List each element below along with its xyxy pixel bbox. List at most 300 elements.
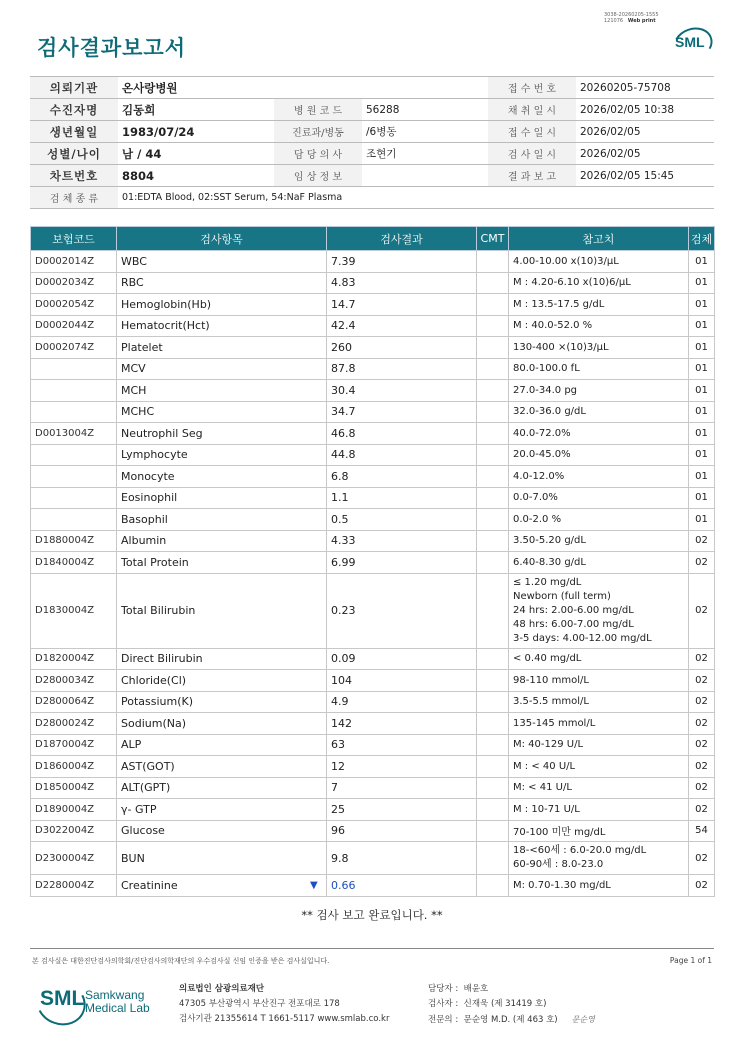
table-row [31, 337, 715, 359]
specimen-code: 01 [689, 380, 715, 402]
info-value: 1983/07/24 [118, 121, 274, 143]
test-item: Total Bilirubin [117, 573, 327, 648]
cmt-cell [477, 315, 509, 337]
cmt-cell [477, 777, 509, 799]
result-value: 6.99 [331, 555, 356, 569]
info-label: 접 수 일 시 [488, 121, 576, 143]
table-row [31, 251, 715, 273]
table-row [31, 294, 715, 316]
reference-line: 3-5 days: 4.00-12.00 mg/dL [513, 632, 652, 644]
specimen-code: 02 [689, 842, 715, 875]
insurance-code: D2800064Z [31, 691, 117, 713]
org-address: 47305 부산광역시 부산진구 전포대로 178 [179, 999, 340, 1009]
result-value: 96 [331, 824, 345, 838]
insurance-code: D3022004Z [31, 820, 117, 842]
cmt-cell [477, 487, 509, 509]
insurance-code [31, 509, 117, 531]
test-result [310, 875, 477, 897]
cmt-cell [477, 552, 509, 574]
info-row [30, 165, 714, 187]
reference-range [509, 530, 689, 552]
test-item: Sodium(Na) [117, 713, 327, 735]
table-row [31, 423, 715, 445]
insurance-code: D0002044Z [31, 315, 117, 337]
insurance-code: D0002074Z [31, 337, 117, 359]
cmt-cell [477, 875, 509, 897]
column-header: 검사항목 [117, 227, 327, 251]
reference-line: 18-<60세 : 6.0-20.0 mg/dL [513, 845, 647, 856]
staff-label: 전문의 : [428, 1015, 459, 1025]
reference-line: 20.0-45.0% [513, 449, 571, 461]
info-row [30, 77, 714, 99]
reference-line: M : 10-71 U/L [513, 803, 580, 815]
staff-name: 배윤호 [463, 984, 489, 994]
specimen-code: 01 [689, 487, 715, 509]
reference-range [509, 272, 689, 294]
column-header: 검사결과 [327, 227, 477, 251]
result-value: 260 [331, 340, 352, 354]
test-result [327, 315, 477, 337]
test-item: WBC [117, 251, 327, 273]
reference-line: 0.0-7.0% [513, 492, 558, 504]
test-result [327, 358, 477, 380]
result-value: 87.8 [331, 362, 356, 376]
info-value: 56288 [362, 99, 488, 121]
test-result [327, 820, 477, 842]
specimen-code: 01 [689, 401, 715, 423]
reference-range [509, 466, 689, 488]
result-value: 0.5 [331, 512, 349, 526]
info-value: 8804 [118, 165, 274, 187]
signature: 문순영 [571, 1015, 595, 1024]
test-item: RBC [117, 272, 327, 294]
test-result [327, 552, 477, 574]
cmt-cell [477, 713, 509, 735]
result-value: 0.23 [331, 604, 356, 617]
test-item: MCH [117, 380, 327, 402]
insurance-code: D1850004Z [31, 777, 117, 799]
reference-range [509, 423, 689, 445]
test-result [327, 756, 477, 778]
specimen-code: 02 [689, 648, 715, 670]
insurance-code: D0002054Z [31, 294, 117, 316]
test-result [327, 337, 477, 359]
result-value: 30.4 [331, 383, 356, 397]
table-row [31, 573, 715, 648]
report-title: 검사결과보고서 [37, 36, 187, 60]
reference-line: M: 40-129 U/L [513, 739, 584, 751]
specimen-code: 01 [689, 423, 715, 445]
specimen-code: 01 [689, 251, 715, 273]
result-value: 4.83 [331, 276, 356, 290]
test-result [327, 444, 477, 466]
result-value: 14.7 [331, 297, 356, 311]
specimen-code: 01 [689, 444, 715, 466]
table-row [31, 444, 715, 466]
info-value [362, 165, 488, 187]
table-row [31, 487, 715, 509]
info-label: 병 원 코 드 [274, 99, 362, 121]
test-item: Total Protein [117, 552, 327, 574]
reference-range [509, 552, 689, 574]
reference-range [509, 670, 689, 692]
test-item: Eosinophil [117, 487, 327, 509]
cmt-cell [477, 423, 509, 445]
reference-range [509, 842, 689, 875]
info-label: 수진자명 [30, 99, 118, 121]
report-complete-text: ** 검사 보고 완료입니다. ** [301, 908, 443, 922]
staff-label: 검사자 : [428, 999, 459, 1009]
test-item: Lymphocyte [117, 444, 327, 466]
staff-info [428, 982, 595, 1028]
test-item: ALT(GPT) [117, 777, 327, 799]
info-label: 결 과 보 고 [488, 165, 576, 187]
table-row [31, 713, 715, 735]
reference-line: M: < 41 U/L [513, 782, 572, 794]
specimen-code: 01 [689, 337, 715, 359]
insurance-code [31, 466, 117, 488]
test-item: BUN [117, 842, 327, 875]
info-row [30, 99, 714, 121]
info-value: 01:EDTA Blood, 02:SST Serum, 54:NaF Plasma [118, 187, 714, 209]
specimen-code: 01 [689, 466, 715, 488]
column-header: CMT [477, 227, 509, 251]
specimen-code: 54 [689, 820, 715, 842]
reference-range [509, 756, 689, 778]
table-row [31, 842, 715, 875]
test-item: γ- GTP [117, 799, 327, 821]
web-print-label: Web print [627, 18, 656, 24]
reference-range [509, 315, 689, 337]
reference-line: 40.0-72.0% [513, 427, 571, 439]
org-name: 의료법인 삼광의료재단 [179, 984, 265, 994]
reference-range [509, 875, 689, 897]
result-value: 25 [331, 802, 345, 816]
test-item: Platelet [117, 337, 327, 359]
footer-divider [30, 948, 714, 949]
test-item: Glucose [117, 820, 327, 842]
insurance-code: D0002034Z [31, 272, 117, 294]
result-value: 63 [331, 738, 345, 752]
test-result [327, 251, 477, 273]
reference-range [509, 799, 689, 821]
specimen-code: 02 [689, 777, 715, 799]
page-number: Page 1 of 1 [669, 956, 712, 965]
test-item: Direct Bilirubin [117, 648, 327, 670]
cmt-cell [477, 401, 509, 423]
test-result [327, 842, 477, 875]
info-label: 검 사 일 시 [488, 143, 576, 165]
reference-range [509, 691, 689, 713]
table-row [31, 670, 715, 692]
insurance-code: D2280004Z [31, 875, 117, 897]
test-item: MCV [117, 358, 327, 380]
reference-range [509, 401, 689, 423]
reference-line: 135-145 mmol/L [513, 717, 596, 729]
logo-name-line1: Samkwang [85, 988, 145, 1002]
insurance-code: D1820004Z [31, 648, 117, 670]
reference-line: M : 40.0-52.0 % [513, 320, 593, 332]
results-header-row [31, 227, 715, 251]
column-header: 검체 [689, 227, 715, 251]
print-code-line2: 121076 [604, 18, 624, 24]
info-label: 검 체 종 류 [30, 187, 118, 209]
info-label: 성별/나이 [30, 143, 118, 165]
insurance-code: D0013004Z [31, 423, 117, 445]
patient-info-table [30, 76, 714, 209]
specimen-code: 02 [689, 691, 715, 713]
insurance-code [31, 487, 117, 509]
info-row [30, 121, 714, 143]
info-label: 채 취 일 시 [488, 99, 576, 121]
insurance-code [31, 444, 117, 466]
info-label: 진료과/병동 [274, 121, 362, 143]
print-code-line1: 3038-20260205-1555 [604, 12, 659, 18]
table-row [31, 648, 715, 670]
test-item: Monocyte [117, 466, 327, 488]
cmt-cell [477, 648, 509, 670]
results-table [30, 226, 715, 897]
sml-logo-bottom [38, 985, 158, 1025]
test-result [327, 734, 477, 756]
reference-line: 4.00-10.00 x(10)3/μL [513, 255, 619, 267]
reference-range [509, 648, 689, 670]
insurance-code: D1890004Z [31, 799, 117, 821]
cmt-cell [477, 734, 509, 756]
cmt-cell [477, 530, 509, 552]
cmt-cell [477, 272, 509, 294]
info-value: 온사랑병원 [118, 77, 362, 99]
reference-range [509, 777, 689, 799]
info-value: 20260205-75708 [576, 77, 714, 99]
test-item: Neutrophil Seg [117, 423, 327, 445]
reference-range [509, 487, 689, 509]
reference-range [509, 820, 689, 842]
test-item: Chloride(Cl) [117, 670, 327, 692]
test-item: AST(GOT) [117, 756, 327, 778]
reference-line: 32.0-36.0 g/dL [513, 406, 586, 418]
insurance-code: D1840004Z [31, 552, 117, 574]
logo-sml: SML [40, 987, 85, 1010]
info-value: 조현기 [362, 143, 488, 165]
reference-range [509, 337, 689, 359]
info-row [30, 187, 714, 209]
cmt-cell [477, 251, 509, 273]
test-item: Albumin [117, 530, 327, 552]
test-result [327, 380, 477, 402]
cmt-cell [477, 509, 509, 531]
reference-line: ≤ 1.20 mg/dL [513, 576, 582, 588]
result-value: 4.9 [331, 695, 349, 709]
test-result [327, 799, 477, 821]
test-item: Hemoglobin(Hb) [117, 294, 327, 316]
test-result [327, 423, 477, 445]
cmt-cell [477, 380, 509, 402]
test-result [327, 509, 477, 531]
insurance-code [31, 380, 117, 402]
result-value: 7 [331, 781, 338, 795]
table-row [31, 691, 715, 713]
cmt-cell [477, 842, 509, 875]
cmt-cell [477, 573, 509, 648]
table-row [31, 756, 715, 778]
test-result [327, 294, 477, 316]
info-row [30, 143, 714, 165]
reference-line: 48 hrs: 6.00-7.00 mg/dL [513, 618, 634, 630]
result-value: 104 [331, 673, 352, 687]
table-row [31, 509, 715, 531]
reference-range [509, 509, 689, 531]
insurance-code: D1860004Z [31, 756, 117, 778]
result-value: 4.33 [331, 534, 356, 548]
reference-line: 70-100 미만 mg/dL [513, 827, 606, 839]
test-item: ALP [117, 734, 327, 756]
result-value: 142 [331, 716, 352, 730]
info-value: 김동희 [118, 99, 274, 121]
insurance-code: D1870004Z [31, 734, 117, 756]
info-value: 2026/02/05 15:45 [576, 165, 714, 187]
reference-range [509, 380, 689, 402]
result-value: 7.39 [331, 254, 356, 268]
cmt-cell [477, 820, 509, 842]
test-result [327, 530, 477, 552]
result-value: 44.8 [331, 448, 356, 462]
table-row [31, 820, 715, 842]
result-value: 46.8 [331, 426, 356, 440]
test-item: Potassium(K) [117, 691, 327, 713]
insurance-code: D2300004Z [31, 842, 117, 875]
specimen-code: 02 [689, 756, 715, 778]
info-value: 2026/02/05 10:38 [576, 99, 714, 121]
certification-text: 본 검사실은 대한진단검사의학회/진단검사의학재단의 우수검사실 신임 인증을 받은 검사실입니다. [32, 957, 330, 965]
info-value: /6병동 [362, 121, 488, 143]
reference-range [509, 294, 689, 316]
cmt-cell [477, 294, 509, 316]
cmt-cell [477, 670, 509, 692]
reference-line: 3.5-5.5 mmol/L [513, 696, 589, 708]
result-value: 0.09 [331, 652, 356, 666]
staff-label: 담당자 : [428, 984, 459, 994]
table-row [31, 358, 715, 380]
reference-line: Newborn (full term) [513, 590, 611, 602]
cmt-cell [477, 799, 509, 821]
reference-line: M: 0.70-1.30 mg/dL [513, 879, 611, 891]
reference-range [509, 444, 689, 466]
insurance-code: D0002014Z [31, 251, 117, 273]
test-result [327, 272, 477, 294]
sml-logo-top [673, 28, 711, 58]
result-value: 9.8 [331, 851, 349, 865]
info-value: 2026/02/05 [576, 143, 714, 165]
low-flag-icon: ▼ [310, 880, 318, 891]
results-body [31, 251, 715, 897]
test-result [327, 573, 477, 648]
test-result [327, 401, 477, 423]
reference-line: 24 hrs: 2.00-6.00 mg/dL [513, 604, 634, 616]
table-row [31, 530, 715, 552]
info-label: 차트번호 [30, 165, 118, 187]
reference-line: 130-400 ×(10)3/μL [513, 341, 609, 353]
test-item: Creatinine [117, 875, 327, 897]
table-row [31, 401, 715, 423]
column-header: 참고치 [509, 227, 689, 251]
insurance-code: D1880004Z [31, 530, 117, 552]
logo-name [85, 989, 150, 1015]
reference-range [509, 713, 689, 735]
result-value: 42.4 [331, 319, 356, 333]
specimen-code: 02 [689, 799, 715, 821]
test-result [327, 713, 477, 735]
reference-range [509, 251, 689, 273]
column-header: 보험코드 [31, 227, 117, 251]
test-result [327, 487, 477, 509]
info-value: 남 / 44 [118, 143, 274, 165]
reference-line: 27.0-34.0 pg [513, 384, 578, 396]
result-value: 34.7 [331, 405, 356, 419]
cmt-cell [477, 444, 509, 466]
reference-range [509, 358, 689, 380]
table-row [31, 272, 715, 294]
staff-name: 신재욱 (제 31419 호) [463, 999, 547, 1009]
insurance-code: D1830004Z [31, 573, 117, 648]
specimen-code: 02 [689, 530, 715, 552]
reference-line: 98-110 mmol/L [513, 674, 589, 686]
org-contact: 검사기관 21355614 T 1661-5117 www.smlab.co.kr [179, 1014, 390, 1024]
test-result [327, 648, 477, 670]
table-row [31, 315, 715, 337]
cmt-cell [477, 691, 509, 713]
specimen-code: 01 [689, 272, 715, 294]
test-item: MCHC [117, 401, 327, 423]
specimen-code: 01 [689, 294, 715, 316]
result-value: 12 [331, 759, 345, 773]
table-row [31, 777, 715, 799]
test-result [327, 466, 477, 488]
print-code [604, 12, 694, 24]
cmt-cell [477, 337, 509, 359]
specimen-code: 02 [689, 670, 715, 692]
info-label: 임 상 정 보 [274, 165, 362, 187]
specimen-code: 01 [689, 315, 715, 337]
result-value: 0.66 [331, 878, 356, 892]
reference-range [509, 734, 689, 756]
info-label: 생년월일 [30, 121, 118, 143]
reference-line: M : 13.5-17.5 g/dL [513, 298, 605, 310]
result-value: 1.1 [331, 491, 349, 505]
cmt-cell [477, 358, 509, 380]
specimen-code: 01 [689, 358, 715, 380]
insurance-code [31, 358, 117, 380]
reference-line: 0.0-2.0 % [513, 513, 562, 525]
reference-line: < 0.40 mg/dL [513, 653, 582, 665]
info-label: 담 당 의 사 [274, 143, 362, 165]
insurance-code [31, 401, 117, 423]
test-result [327, 691, 477, 713]
logo-name-line2: Medical Lab [85, 1001, 150, 1015]
test-result [327, 777, 477, 799]
reference-line: 4.0-12.0% [513, 470, 565, 482]
table-row [31, 552, 715, 574]
info-label: 접 수 번 호 [488, 77, 576, 99]
specimen-code: 02 [689, 734, 715, 756]
reference-line: M : < 40 U/L [513, 760, 576, 772]
cmt-cell [477, 466, 509, 488]
test-item: Hematocrit(Hct) [117, 315, 327, 337]
test-item: Basophil [117, 509, 327, 531]
specimen-code: 02 [689, 875, 715, 897]
info-value: 2026/02/05 [576, 121, 714, 143]
table-row [31, 380, 715, 402]
